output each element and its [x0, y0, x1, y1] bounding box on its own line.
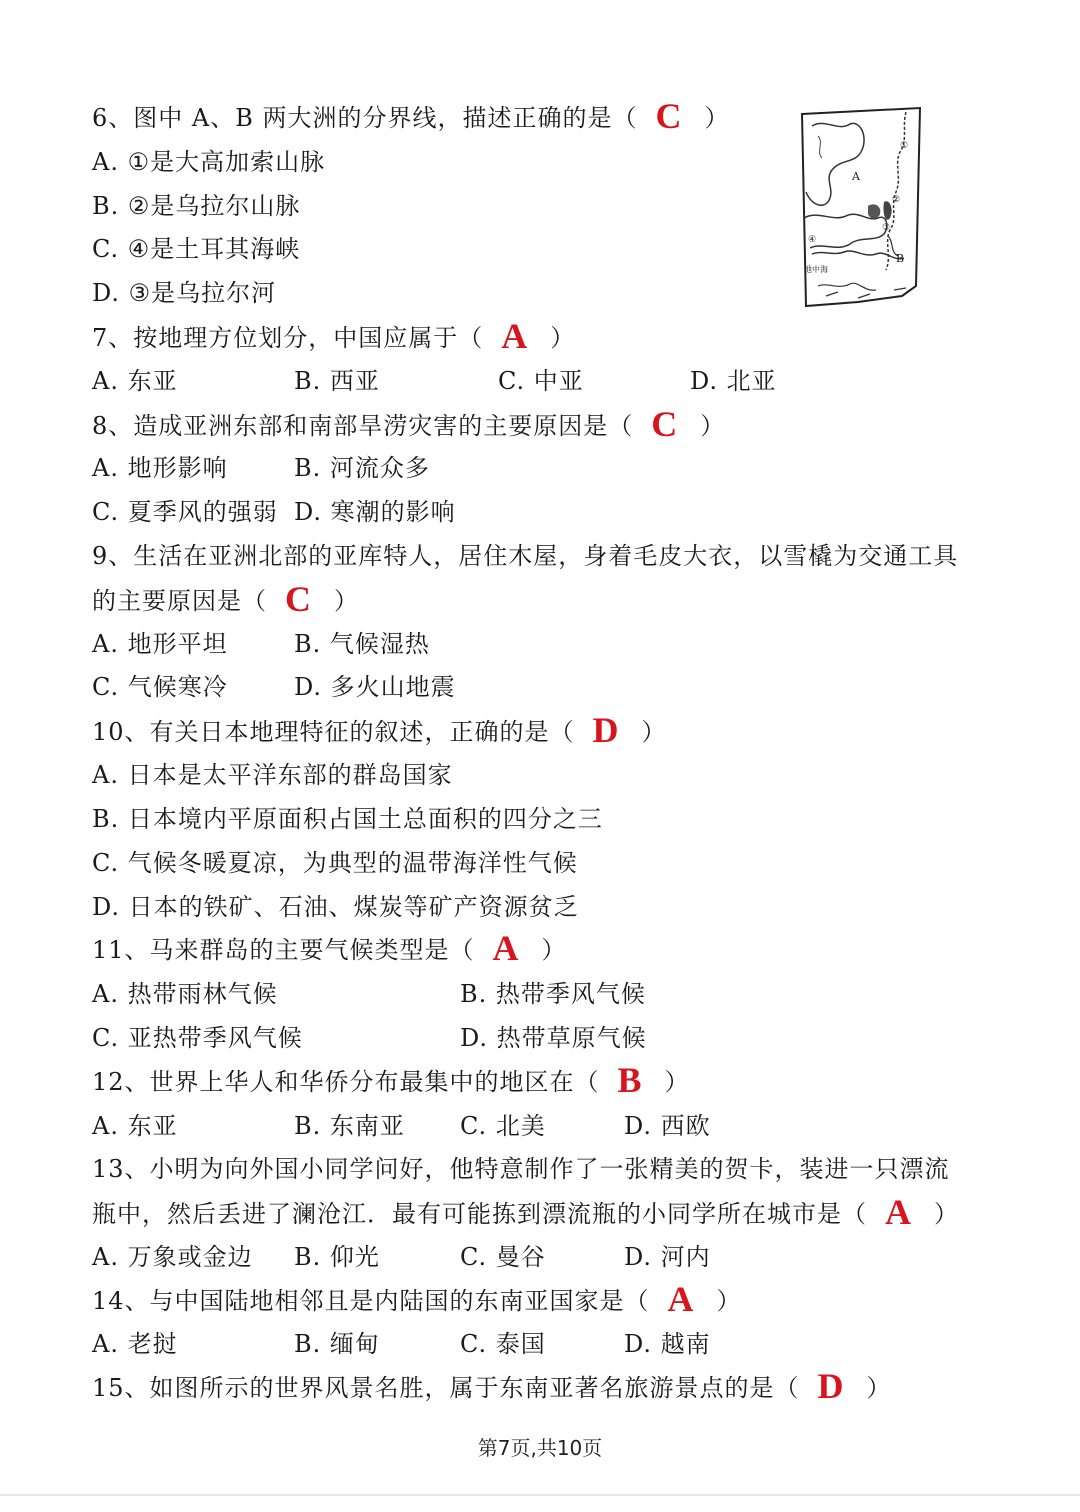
- question-10-option-c: C. 气候冬暖夏凉，为典型的温带海洋性气候: [92, 849, 578, 877]
- map-marker-1: ①: [900, 141, 909, 151]
- question-7-option-c: C. 中亚: [498, 367, 584, 395]
- question-8-answer: C: [651, 404, 679, 444]
- page-number-footer: 第7页,共10页: [477, 1436, 603, 1460]
- question-10-option-b: B. 日本境内平原面积占国土总面积的四分之三: [92, 805, 603, 833]
- map-label-sea: 地中海: [804, 265, 828, 274]
- question-12-options: [92, 1110, 992, 1142]
- question-11-options-row1: [92, 978, 992, 1010]
- question-11-answer: A: [492, 928, 520, 968]
- question-8-stem: 8、造成亚洲东部和南部旱涝灾害的主要原因是（ C ）: [92, 404, 726, 444]
- map-marker-4: ④: [808, 235, 817, 245]
- question-13-option-c: C. 曼谷: [460, 1243, 546, 1271]
- question-6-answer: C: [655, 96, 683, 136]
- question-6-option-c: C. ④是土耳其海峡: [92, 235, 301, 263]
- question-6-option-b: B. ②是乌拉尔山脉: [92, 192, 301, 220]
- map-drawing: [798, 106, 924, 308]
- question-14-option-c: C. 泰国: [460, 1330, 546, 1358]
- question-11-stem: 11、马来群岛的主要气候类型是（ A ）: [92, 928, 567, 968]
- question-13-option-a: A. 万象或金边: [92, 1243, 253, 1271]
- question-10-option-a: A. 日本是太平洋东部的群岛国家: [92, 761, 453, 789]
- question-6-option-d: D. ③是乌拉尔河: [92, 279, 277, 307]
- question-11-option-d: D. 热带草原气候: [460, 1024, 647, 1052]
- question-12-option-a: A. 东亚: [92, 1112, 178, 1140]
- question-10-stem: 10、有关日本地理特征的叙述，正确的是（ D ）: [92, 710, 667, 750]
- question-14-option-b: B. 缅甸: [294, 1330, 380, 1358]
- question-10-answer: D: [592, 710, 620, 750]
- question-6-stem: 6、图中 A、B 两大洲的分界线，描述正确的是（ C ）: [92, 96, 730, 136]
- question-6-option-a: A. ①是大高加索山脉: [92, 148, 326, 176]
- question-11-option-b: B. 热带季风气候: [460, 980, 646, 1008]
- question-13-stem-cont: 瓶中，然后丢进了澜沧江．最有可能拣到漂流瓶的小同学所在城市是（ A ）: [92, 1192, 959, 1232]
- question-7-options: [92, 365, 992, 397]
- question-9-option-b: B. 气候湿热: [294, 630, 430, 658]
- question-7-stem: 7、按地理方位划分，中国应属于（ A ）: [92, 316, 576, 356]
- question-13-option-b: B. 仰光: [294, 1243, 380, 1271]
- question-14-answer: A: [667, 1279, 695, 1319]
- map-marker-3: ③: [882, 223, 891, 233]
- question-13-answer: A: [885, 1192, 912, 1232]
- map-label-a: A: [852, 170, 860, 183]
- page-bottom-rule: [0, 1494, 1080, 1496]
- question-12-option-b: B. 东南亚: [294, 1112, 405, 1140]
- question-8-option-c: C. 夏季风的强弱: [92, 498, 278, 526]
- question-14-option-d: D. 越南: [624, 1330, 711, 1358]
- question-11-option-a: A. 热带雨林气候: [92, 980, 278, 1008]
- question-8-option-a: A. 地形影响: [92, 454, 228, 482]
- question-9-option-d: D. 多火山地震: [294, 673, 456, 701]
- question-7-option-b: B. 西亚: [294, 367, 380, 395]
- question-9-option-c: C. 气候寒冷: [92, 673, 228, 701]
- europe-asia-boundary-map: [798, 106, 924, 308]
- question-9-stem: 9、生活在亚洲北部的亚库特人，居住木屋，身着毛皮大衣，以雪橇为交通工具: [92, 542, 959, 570]
- question-8-option-b: B. 河流众多: [294, 454, 430, 482]
- question-10-option-d: D. 日本的铁矿、石油、煤炭等矿产资源贫乏: [92, 893, 579, 921]
- question-9-answer: C: [285, 579, 312, 619]
- question-14-stem: 14、与中国陆地相邻且是内陆国的东南亚国家是（ A ）: [92, 1279, 742, 1319]
- question-8-options-row2: [92, 496, 992, 528]
- question-12-option-d: D. 西欧: [624, 1112, 711, 1140]
- question-12-answer: B: [617, 1060, 643, 1100]
- question-9-option-a: A. 地形平坦: [92, 630, 228, 658]
- question-12-stem: 12、世界上华人和华侨分布最集中的地区在（ B ）: [92, 1060, 690, 1100]
- question-9-options-row1: [92, 628, 992, 660]
- question-13-stem: 13、小明为向外国小同学问好，他特意制作了一张精美的贺卡，装进一只漂流: [92, 1155, 950, 1183]
- question-13-option-d: D. 河内: [624, 1243, 711, 1271]
- map-marker-2: ②: [892, 195, 901, 205]
- question-7-option-a: A. 东亚: [92, 367, 178, 395]
- question-15-answer: D: [817, 1366, 845, 1406]
- question-14-options: [92, 1328, 992, 1360]
- question-8-option-d: D. 寒潮的影响: [294, 498, 456, 526]
- question-13-options: [92, 1241, 992, 1273]
- map-label-b: B: [896, 252, 905, 265]
- question-8-options-row1: [92, 452, 992, 484]
- question-7-answer: A: [501, 316, 529, 356]
- question-11-options-row2: [92, 1022, 992, 1054]
- question-12-option-c: C. 北美: [460, 1112, 546, 1140]
- question-14-option-a: A. 老挝: [92, 1330, 178, 1358]
- question-7-option-d: D. 北亚: [690, 367, 777, 395]
- question-9-stem-cont: 的主要原因是（ C ）: [92, 579, 359, 619]
- question-11-option-c: C. 亚热带季风气候: [92, 1024, 303, 1052]
- question-9-options-row2: [92, 671, 992, 703]
- question-15-stem: 15、如图所示的世界风景名胜，属于东南亚著名旅游景点的是（ D ）: [92, 1366, 892, 1406]
